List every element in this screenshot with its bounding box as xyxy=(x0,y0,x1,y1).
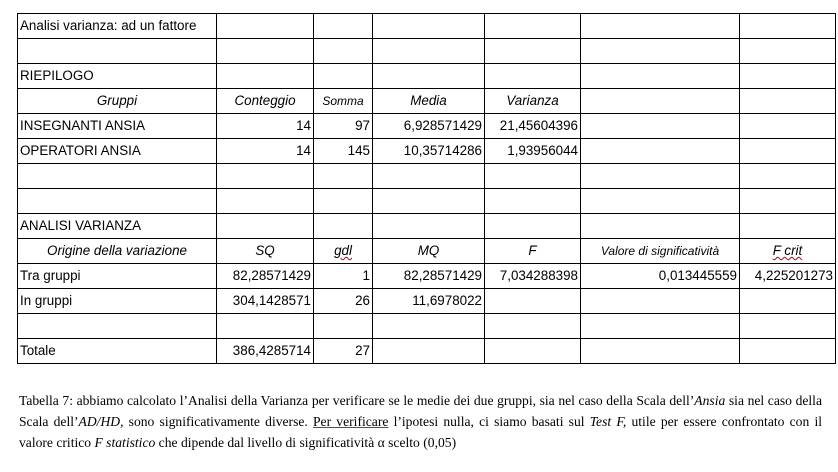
column-header[interactable]: Conteggio xyxy=(217,89,314,114)
cell[interactable]: In gruppi xyxy=(18,289,217,314)
cell[interactable]: 14 xyxy=(217,114,314,139)
summary-heading[interactable]: RIEPILOGO xyxy=(18,64,217,89)
cell[interactable] xyxy=(581,289,740,314)
table-row xyxy=(18,339,836,364)
cell[interactable]: Tra gruppi xyxy=(18,264,217,289)
column-header[interactable]: Somma xyxy=(314,89,373,114)
table-row xyxy=(18,114,836,139)
column-header[interactable]: Varianza xyxy=(485,89,581,114)
cell[interactable]: 82,28571429 xyxy=(373,264,485,289)
cell[interactable]: 145 xyxy=(314,139,373,164)
column-header[interactable]: Gruppi xyxy=(18,89,217,114)
cell[interactable]: 1,93956044 xyxy=(485,139,581,164)
cell[interactable]: 97 xyxy=(314,114,373,139)
cell[interactable]: INSEGNANTI ANSIA xyxy=(18,114,217,139)
summary-header-row xyxy=(18,89,836,114)
column-header-label: F crit xyxy=(772,243,803,258)
column-header[interactable] xyxy=(740,239,836,264)
cell[interactable]: Totale xyxy=(18,339,217,364)
table-title[interactable]: Analisi varianza: ad un fattore xyxy=(18,14,217,39)
anova-heading[interactable]: ANALISI VARIANZA xyxy=(18,214,217,239)
column-header[interactable]: Valore di significatività xyxy=(581,239,740,264)
cell[interactable] xyxy=(485,289,581,314)
column-header[interactable]: SQ xyxy=(217,239,314,264)
table-row xyxy=(18,139,836,164)
table-caption: Tabella 7: abbiamo calcolato l’Analisi della Varianza per verificare se le medie dei due gruppi, sia nel caso della Scala dell’Ansia sia nel caso della Scala dell’AD/HD, sono significativamente diverse. Per verificare l’ipotesi nulla, ci siamo basati sul Test F, utile per essere confrontato con il valore critico F statistico che dipende dal livello di significatività α scelto (0,05) xyxy=(19,392,822,450)
anova-table xyxy=(17,13,836,364)
cell[interactable]: 386,4285714 xyxy=(217,339,314,364)
column-header[interactable]: MQ xyxy=(373,239,485,264)
cell[interactable]: 26 xyxy=(314,289,373,314)
column-header[interactable]: Origine della variazione xyxy=(18,239,217,264)
cell[interactable]: 11,6978022 xyxy=(373,289,485,314)
cell[interactable]: 7,034288398 xyxy=(485,264,581,289)
column-header-label: gdl xyxy=(334,243,352,258)
cell[interactable]: 21,45604396 xyxy=(485,114,581,139)
column-header[interactable]: F xyxy=(485,239,581,264)
cell[interactable]: 6,928571429 xyxy=(373,114,485,139)
cell[interactable]: 1 xyxy=(314,264,373,289)
cell[interactable]: 14 xyxy=(217,139,314,164)
cell[interactable]: OPERATORI ANSIA xyxy=(18,139,217,164)
cell[interactable]: 82,28571429 xyxy=(217,264,314,289)
cell[interactable]: 304,1428571 xyxy=(217,289,314,314)
table-row xyxy=(18,264,836,289)
cell[interactable]: 4,225201273 xyxy=(740,264,836,289)
cell[interactable] xyxy=(740,289,836,314)
column-header[interactable]: Media xyxy=(373,89,485,114)
cell[interactable]: 10,35714286 xyxy=(373,139,485,164)
column-header[interactable] xyxy=(314,239,373,264)
cell[interactable]: 27 xyxy=(314,339,373,364)
table-row xyxy=(18,289,836,314)
cell[interactable]: 0,013445559 xyxy=(581,264,740,289)
anova-header-row xyxy=(18,239,836,264)
